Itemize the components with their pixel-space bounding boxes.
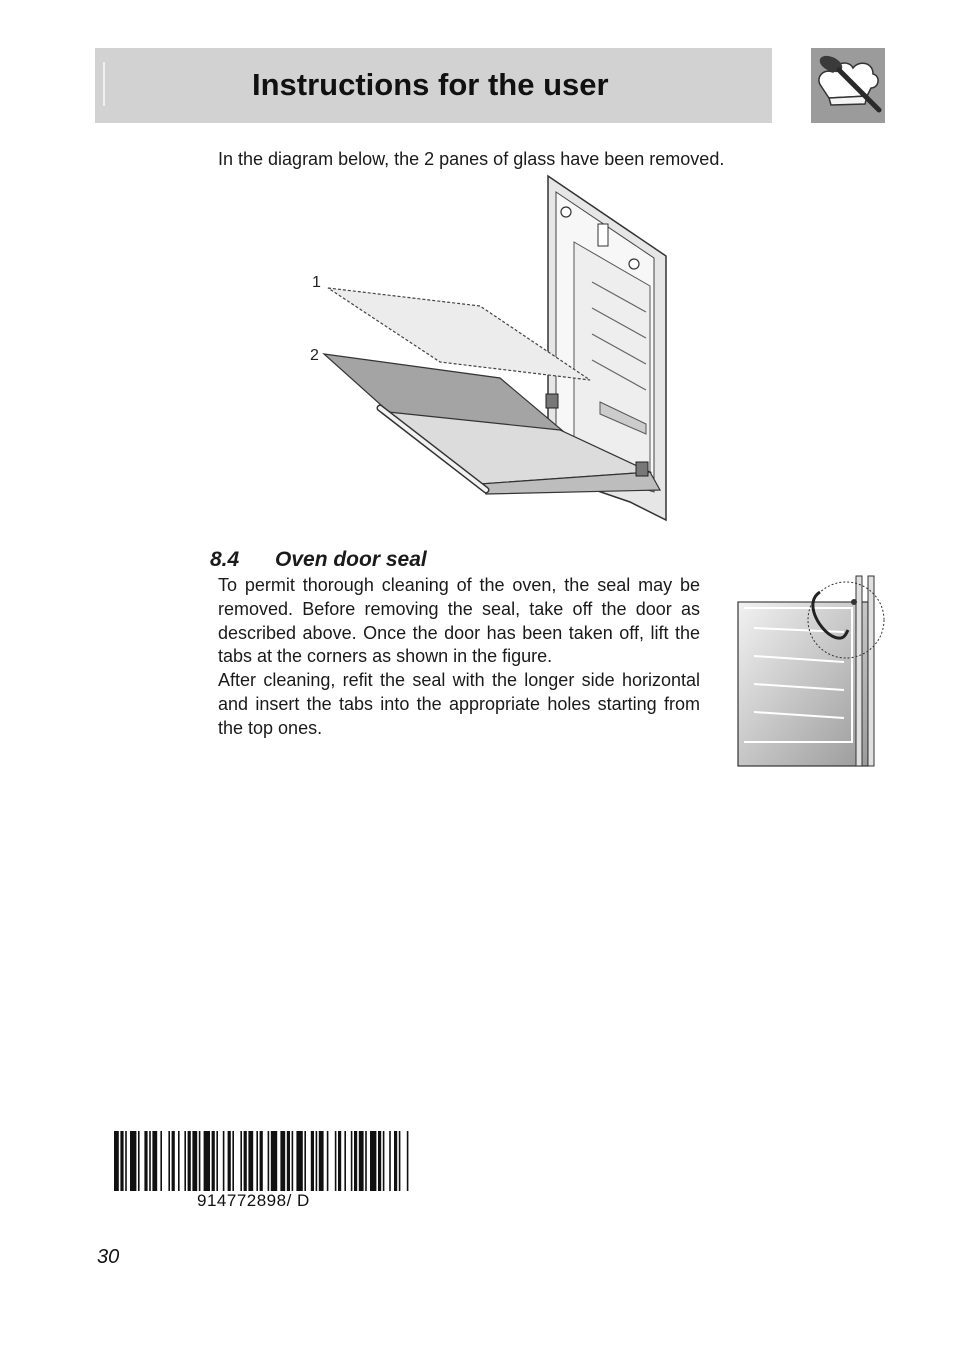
header-bar <box>95 48 772 123</box>
oven-door-diagram <box>300 172 690 527</box>
header-divider <box>103 62 105 106</box>
barcode-bar <box>168 1131 170 1191</box>
barcode-bar <box>311 1131 314 1191</box>
barcode-bar <box>199 1131 201 1191</box>
barcode-bar <box>152 1131 157 1191</box>
barcode-bar <box>338 1131 341 1191</box>
page-title: Instructions for the user <box>252 67 609 102</box>
barcode-bar <box>144 1131 147 1191</box>
barcode-bar <box>188 1131 191 1191</box>
section-body <box>218 574 700 741</box>
barcode-bar <box>335 1131 337 1191</box>
barcode-bar <box>184 1131 186 1191</box>
barcode-bar <box>192 1131 197 1191</box>
barcode-bar <box>389 1131 391 1191</box>
barcode-bar <box>212 1131 215 1191</box>
barcode-bar <box>248 1131 253 1191</box>
barcode-bar <box>271 1131 277 1191</box>
barcode-bar <box>114 1131 119 1191</box>
barcode-bar <box>292 1131 294 1191</box>
barcode-bar <box>223 1131 225 1191</box>
barcode-bar <box>216 1131 218 1191</box>
barcode-bar <box>172 1131 175 1191</box>
barcode-bar <box>149 1131 151 1191</box>
barcode-bar <box>178 1131 180 1191</box>
barcode-bar <box>399 1131 401 1191</box>
barcode-bar <box>256 1131 258 1191</box>
section-title: Oven door seal <box>275 548 427 571</box>
paragraph: To permit thorough cleaning of the oven, the seal may be removed. Before removing the seal, take off the door as described above. Once the door has been taken off, lift the tabs at the corners as shown in the figure. <box>218 575 700 667</box>
barcode-bar <box>120 1131 123 1191</box>
barcode-bar <box>125 1131 127 1191</box>
barcode-bar <box>394 1131 397 1191</box>
barcode-bar <box>280 1131 285 1191</box>
barcode-bar <box>351 1131 353 1191</box>
page-number: 30 <box>97 1246 120 1268</box>
barcode-bar <box>244 1131 247 1191</box>
barcode-bar <box>365 1131 367 1191</box>
barcode-bar <box>232 1131 234 1191</box>
intro-text: In the diagram below, the 2 panes of glass have been removed. <box>218 149 725 169</box>
barcode-bar <box>407 1131 409 1191</box>
barcode-bar <box>268 1131 270 1191</box>
barcode-bar <box>354 1131 357 1191</box>
barcode-bar <box>383 1131 385 1191</box>
barcode-bar <box>378 1131 381 1191</box>
barcode-number: 914772898/ D <box>197 1191 310 1210</box>
section-heading <box>210 548 427 572</box>
barcode-bar <box>287 1131 290 1191</box>
barcode-bar <box>344 1131 346 1191</box>
section-number: 8.4 <box>210 548 240 571</box>
paragraph: After cleaning, refit the seal with the longer side horizontal and insert the tabs into the appropriate holes starting from the top ones. <box>218 670 700 738</box>
barcode-bar <box>130 1131 136 1191</box>
barcode-bar <box>319 1131 324 1191</box>
barcode-bar <box>240 1131 242 1191</box>
barcode <box>114 1131 410 1191</box>
barcode-bar <box>316 1131 318 1191</box>
barcode-bar <box>327 1131 329 1191</box>
chef-hat-spoon-icon <box>811 48 885 123</box>
oven-seal-diagram <box>736 572 886 768</box>
barcode-bar <box>138 1131 140 1191</box>
barcode-bar <box>359 1131 364 1191</box>
barcode-bar <box>260 1131 263 1191</box>
pane-label-2: 2 <box>310 347 319 364</box>
barcode-bar <box>228 1131 231 1191</box>
pane-label-1: 1 <box>312 274 321 291</box>
barcode-bar <box>204 1131 210 1191</box>
barcode-bar <box>304 1131 306 1191</box>
barcode-bar <box>296 1131 302 1191</box>
barcode-bar <box>160 1131 162 1191</box>
barcode-bar <box>370 1131 376 1191</box>
